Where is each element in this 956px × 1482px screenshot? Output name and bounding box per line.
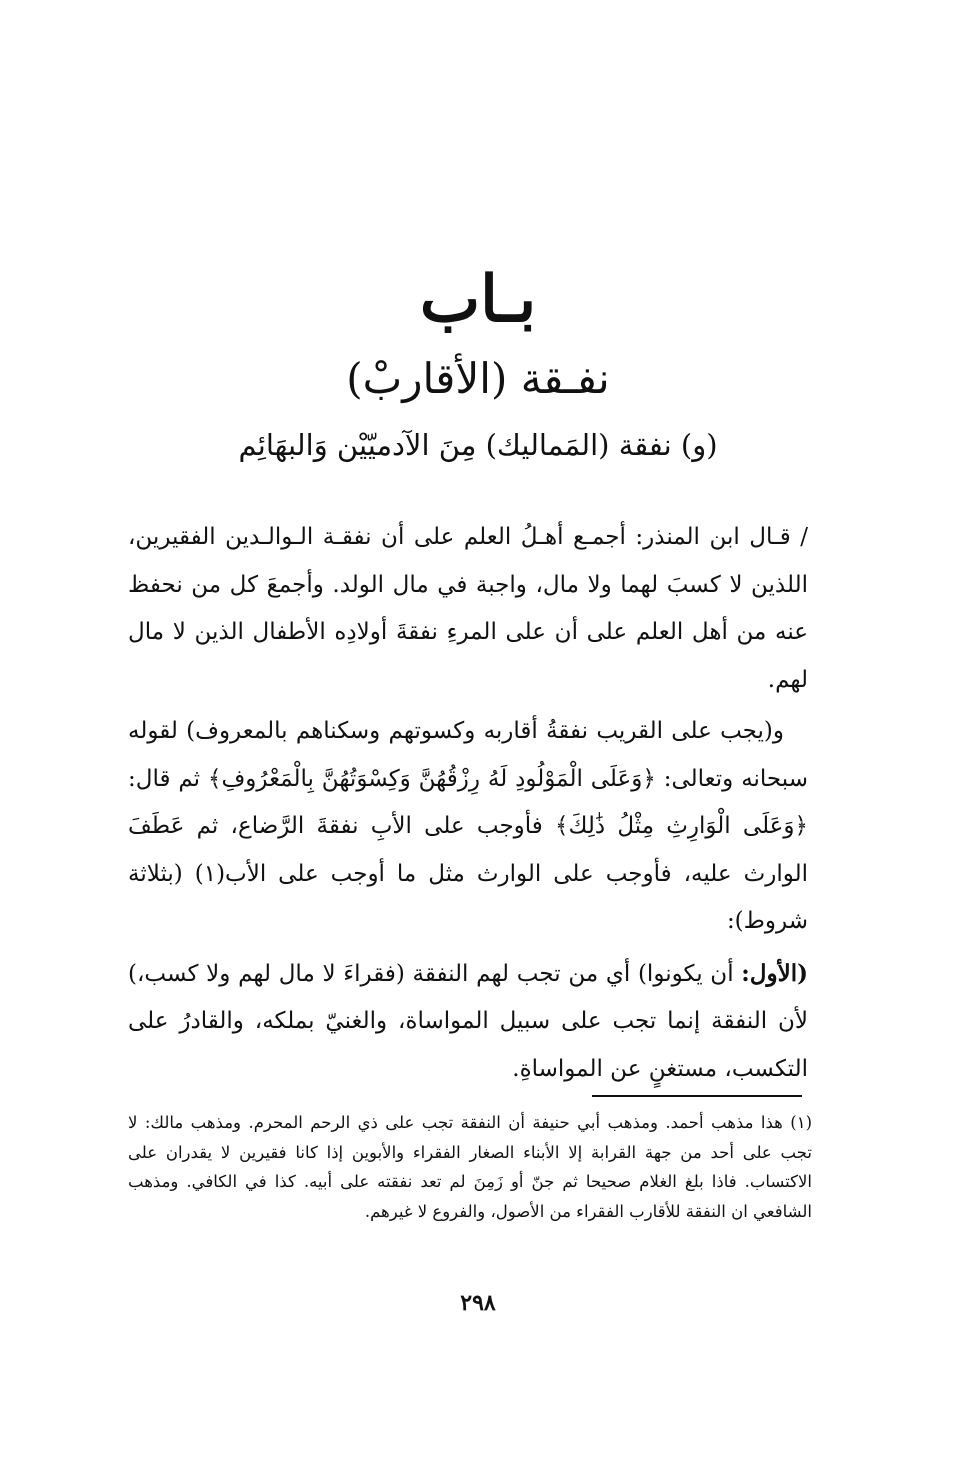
chapter-title: نفـقة (الأقاربْ) [346, 354, 610, 403]
paragraph-ibn-almundhir: / قـال ابن المنذر: أجمـع أهـلُ العلم على أن نفقـة الـوالـدين الفقيرين، اللذين لا كسبَ لهما ولا مال، واجبة في مال الولد. وأجمعَ كل من نحفظ عنه من أهل العلم على أن على المرءِ نفقةَ أولادِه الأطفال الذين لا مال لهم. [128, 524, 808, 693]
main-text [128, 514, 808, 1093]
first-condition-text: أن يكونوا) أي من تجب لهم النفقة (فقراءَ لا مال لهم ولا كسب،) لأن النفقة إنما تجب على سبيل المواساة، والغنيّ بملكه، والقادرُ على التكسب، مستغنٍ عن المواساةِ. [128, 960, 808, 1082]
chapter-heading: بـاب [419, 262, 537, 337]
chapter-subtitle: (و) نفقة (المَماليك) مِنَ الآدميّيْن وَالبهَائِم [238, 428, 718, 462]
page-number: ٢٩٨ [460, 1290, 496, 1316]
paragraph-obligation: و(يجب على القريب نفقةُ أقاربه وكسوتهم وسكناهم بالمعروف) لقوله سبحانه وتعالى: ﴿وَعَلَى الْمَوْلُودِ لَهُ رِزْقُهُنَّ وَكِسْوَتُهُنَّ بِالْمَعْرُوفِ﴾ ثم قال: ﴿وَعَلَى الْوَارِثِ مِثْلُ ذَٰلِكَ﴾ فأوجب على الأبِ نفقةَ الرَّضاع، ثم عَطَفَ الوارث عليه، فأوجب على الوارث مثل ما أوجب على الأب(١) (بثلاثة شروط): [128, 718, 808, 934]
paragraph-first-condition [128, 950, 808, 1094]
footnotes [128, 1108, 812, 1226]
footnote-1: (١) هذا مذهب أحمد. ومذهب أبي حنيفة أن النفقة تجب على ذي الرحم المحرم. ومذهب مالك: لا تجب على أحد من جهة القرابة إلا الأبناء الصغار الفقراء والأبوين إذا كانا فقيرين لا يقدران على الاكتساب. فاذا بلغ الغلام صحيحا ثم جنّ أو زَمِنَ لم تعد نفقته على أبيه. كذا في الكافي. ومذهب الشافعي ان النفقة للأقارب الفقراء من الأصول، والفروع لا غيرهم. [128, 1113, 812, 1221]
footnote-divider [592, 1095, 802, 1097]
first-condition-label: (الأول: [741, 959, 808, 987]
